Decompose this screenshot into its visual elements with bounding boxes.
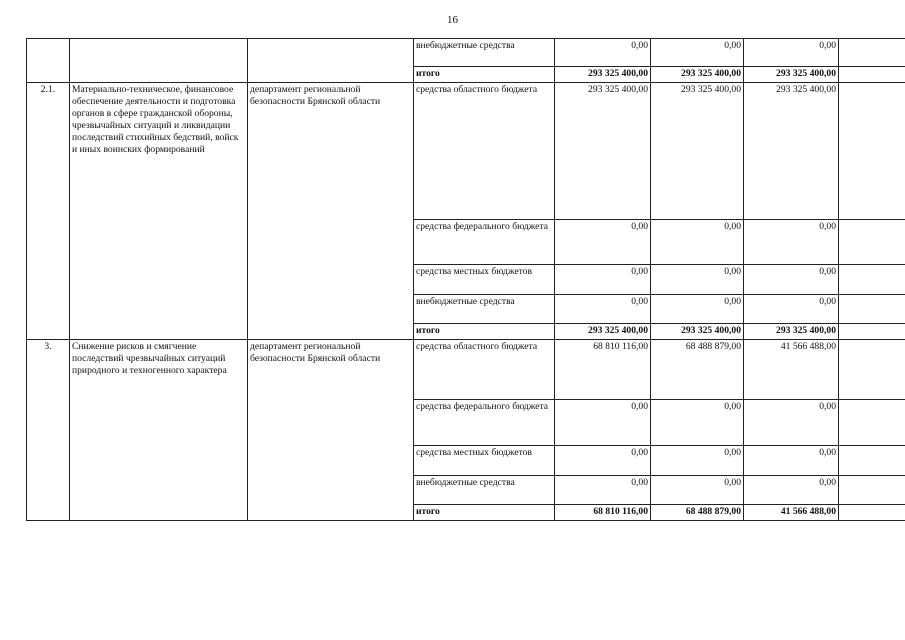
item-index: 3.	[27, 340, 70, 521]
table-row	[27, 39, 905, 67]
amount-cell: 0,00	[651, 265, 744, 295]
amount-cell: 0,00	[651, 446, 744, 476]
total-cell: 293 325 400,00	[651, 67, 744, 83]
total-label: итого	[414, 324, 555, 340]
amount-cell: 0,00	[744, 265, 839, 295]
source-label: внебюджетные средства	[414, 295, 555, 324]
total-cell: 41 566 488,00	[744, 505, 839, 521]
amount-cell: 0,00	[555, 39, 651, 67]
amount-cell: 0,00	[651, 295, 744, 324]
amount-cell: 0,00	[555, 476, 651, 505]
amount-cell: 0,00	[651, 400, 744, 446]
amount-cell: 0,00	[555, 400, 651, 446]
total-cell: 293 325 400,00	[651, 324, 744, 340]
budget-table	[26, 38, 905, 521]
amount-cell: 293 325 400,00	[555, 83, 651, 220]
amount-cell: 41 566 488,00	[744, 340, 839, 400]
table-row	[27, 83, 905, 220]
amount-cell: 0,00	[555, 220, 651, 265]
total-cell: 68 810 116,00	[555, 505, 651, 521]
total-label: итого	[414, 67, 555, 83]
source-label: средства областного бюджета	[414, 340, 555, 400]
item-executor: департамент региональной безопасности Брянской области	[248, 340, 414, 521]
amount-cell: 0,00	[744, 476, 839, 505]
total-cell: 293 325 400,00	[555, 67, 651, 83]
source-label: средства федерального бюджета	[414, 400, 555, 446]
total-cell: 293 325 400,00	[555, 324, 651, 340]
amount-cell: 0,00	[651, 39, 744, 67]
amount-cell: 0,00	[555, 265, 651, 295]
source-label: внебюджетные средства	[414, 39, 555, 67]
total-cell: 293 325 400,00	[744, 324, 839, 340]
source-label: средства федерального бюджета	[414, 220, 555, 265]
amount-cell: 0,00	[651, 220, 744, 265]
amount-cell: 293 325 400,00	[744, 83, 839, 220]
amount-cell: 293 325 400,00	[651, 83, 744, 220]
amount-cell: 0,00	[744, 39, 839, 67]
amount-cell: 0,00	[744, 400, 839, 446]
source-label: средства местных бюджетов	[414, 265, 555, 295]
item-name: Снижение рисков и смягчение последствий чрезвычайных ситуаций природного и техногенного характера	[70, 340, 248, 521]
item-name: Материально-техническое, финансовое обеспечение деятельности и подготовка органов в сфере гражданской обороны, чрезвычайных ситуаций и ликвидации последствий стихийных бедствий, войск и иных воинских формирований	[70, 83, 248, 340]
item-executor: департамент региональной безопасности Брянской области	[248, 83, 414, 340]
source-label: внебюджетные средства	[414, 476, 555, 505]
page-number: 16	[447, 14, 458, 26]
amount-cell: 68 810 116,00	[555, 340, 651, 400]
total-label: итого	[414, 505, 555, 521]
amount-cell: 0,00	[744, 220, 839, 265]
amount-cell: 68 488 879,00	[651, 340, 744, 400]
amount-cell: 0,00	[555, 295, 651, 324]
total-cell: 68 488 879,00	[651, 505, 744, 521]
total-cell: 293 325 400,00	[744, 67, 839, 83]
amount-cell: 0,00	[651, 476, 744, 505]
item-index: 2.1.	[27, 83, 70, 340]
amount-cell: 0,00	[555, 446, 651, 476]
table-row	[27, 340, 905, 400]
amount-cell: 0,00	[744, 446, 839, 476]
source-label: средства местных бюджетов	[414, 446, 555, 476]
source-label: средства областного бюджета	[414, 83, 555, 220]
amount-cell: 0,00	[744, 295, 839, 324]
